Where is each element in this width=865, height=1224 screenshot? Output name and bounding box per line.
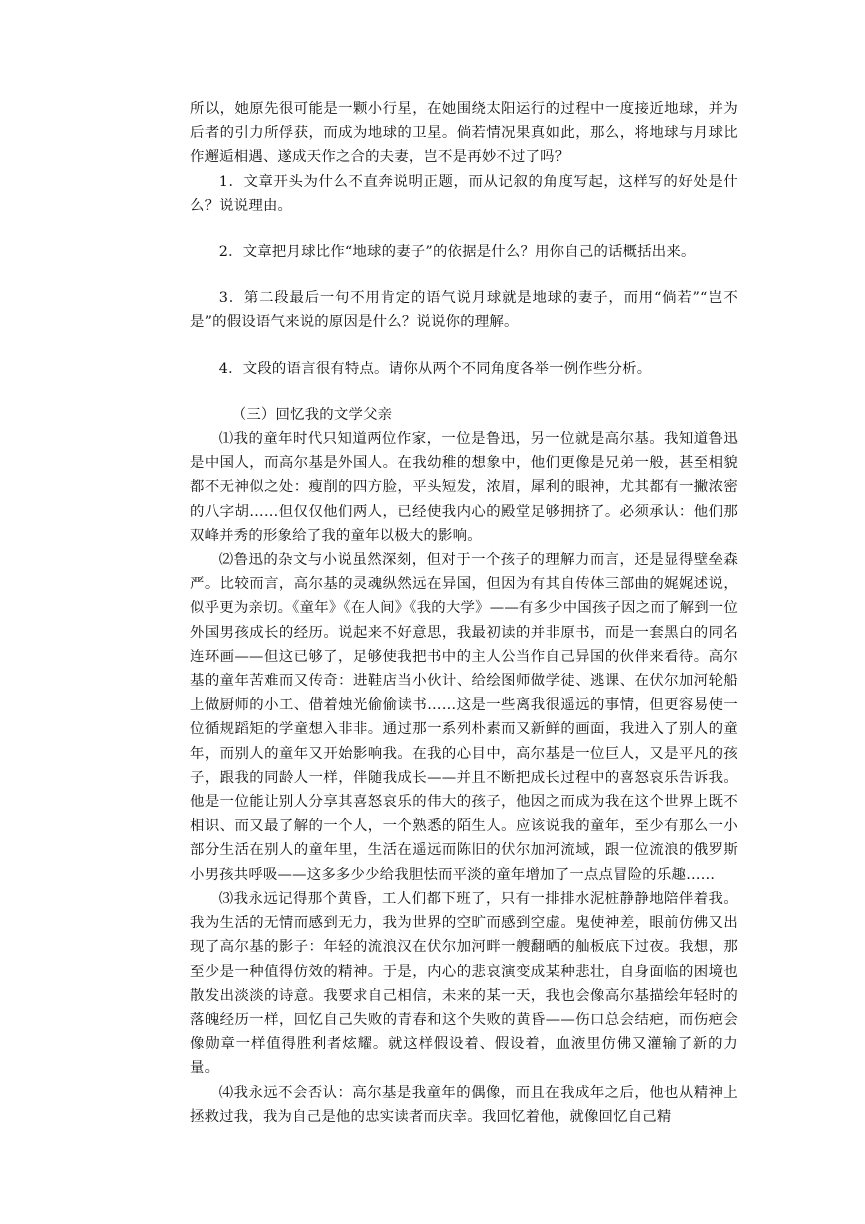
section-heading: （三）回忆我的文学父亲 xyxy=(231,406,393,423)
passage-paragraph-2: ⑵鲁迅的杂文与小说虽然深刻，但对于一个孩子的理解力而言，还是显得壁垒森严。比较而言，高尔基的灵魂纵然远在异国，但因为有其自传体三部曲的娓娓述说，似乎更为亲切。《童年》《在人间》《我的大学》——有多少中国孩子因之而了解到一位外国男孩成长的经历。说起来不好意思，我最初读的并非原书，而是一套黑白的同名连环画——但这已够了，足够使我把书中的主人公当作自己异国的伙伴来看待。高尔基的童年苦难而又传奇：进鞋店当小伙计、给绘图师做学徒、逃课、在伏尔加河轮船上做厨师的小工、借着烛光偷偷读书……这是一些离我很遥远的事情，但更容易使一位循规蹈矩的学童想入非非。通过那一系列朴素而又新鲜的画面，我进入了别人的童年，而别人的童年又开始影响我。在我的心目中，高尔基是一位巨人，又是平凡的孩子，跟我的同龄人一样，伴随我成长——并且不断把成长过程中的喜怒哀乐告诉我。他是一位能让别人分享其喜怒哀乐的伟大的孩子，他因之而成为我在这个世界上既不相识、而又最了解的一个人，一个熟悉的陌生人。应该说我的童年，至少有那么一小部分生活在别人的童年里，生活在遥远而陈旧的伏尔加河流域，跟一位流浪的俄罗斯小男孩共呼吸——这多多少少给我胆怯而平淡的童年增加了一点点冒险的乐趣…… xyxy=(190,552,738,883)
question-2: 2．文章把月球比作“地球的妻子”的依据是什么？用你自己的话概括出来。 xyxy=(218,244,696,261)
question-1: 1．文章开头为什么不直奔说明正题，而从记叙的角度写起，这样写的好处是什么？说说理由。 xyxy=(190,173,738,214)
passage-paragraph-3: ⑶我永远记得那个黄昏，工人们都下班了，只有一排排水泥桩静静地陪伴着我。我为生活的无情而感到无力，我为世界的空旷而感到空虚。鬼使神差，眼前仿佛又出现了高尔基的影子：年轻的流浪汉在伏尔加河畔一艘翻晒的舢板底下过夜。我想，那至少是一种值得仿效的精神。于是，内心的悲哀演变成某种悲壮，自身面临的困境也散发出淡淡的诗意。我要求自己相信，未来的某一天，我也会像高尔基描绘年轻时的落魄经历一样，回忆自己失败的青春和这个失败的黄昏——伤口总会结疤，而伤疤会像勋章一样值得胜利者炫耀。就这样假设着、假设着，血液里仿佛又灌输了新的力量。 xyxy=(190,890,738,1077)
answer-space xyxy=(190,264,738,286)
answer-space xyxy=(190,381,738,403)
document-body xyxy=(190,97,738,1129)
answer-space xyxy=(190,218,738,240)
intro-paragraph: 所以，她原先很可能是一颗小行星，在她围绕太阳运行的过程中一度接近地球，并为后者的引力所俘获，而成为地球的卫星。倘若情况果真如此，那么，将地球与月球比作邂逅相遇、遂成天作之合的夫妻，岂不是再妙不过了吗？ xyxy=(190,101,738,166)
question-4: 4．文段的语言很有特点。请你从两个不同角度各举一例作些分析。 xyxy=(218,360,652,377)
passage-paragraph-1: ⑴我的童年时代只知道两位作家，一位是鲁迅，另一位就是高尔基。我知道鲁迅是中国人，而高尔基是外国人。在我幼稚的想象中，他们更像是兄弟一般，甚至相貌都不无神似之处：瘦削的四方脸，平头短发，浓眉，犀利的眼神，尤其都有一撇浓密的八字胡……但仅仅他们两人，已经使我内心的殿堂足够拥挤了。必须承认：他们那双峰并秀的形象给了我的童年以极大的影响。 xyxy=(190,431,738,544)
answer-space xyxy=(190,335,738,357)
passage-paragraph-4: ⑷我永远不会否认：高尔基是我童年的偶像，而且在我成年之后，他也从精神上拯救过我，我为自己是他的忠实读者而庆幸。我回忆着他，就像回忆自己精 xyxy=(190,1084,738,1125)
question-3: 3．第二段最后一句不用肯定的语气说月球就是地球的妻子，而用“倘若”“岂不是”的假设语气来说的原因是什么？说说你的理解。 xyxy=(190,290,738,331)
